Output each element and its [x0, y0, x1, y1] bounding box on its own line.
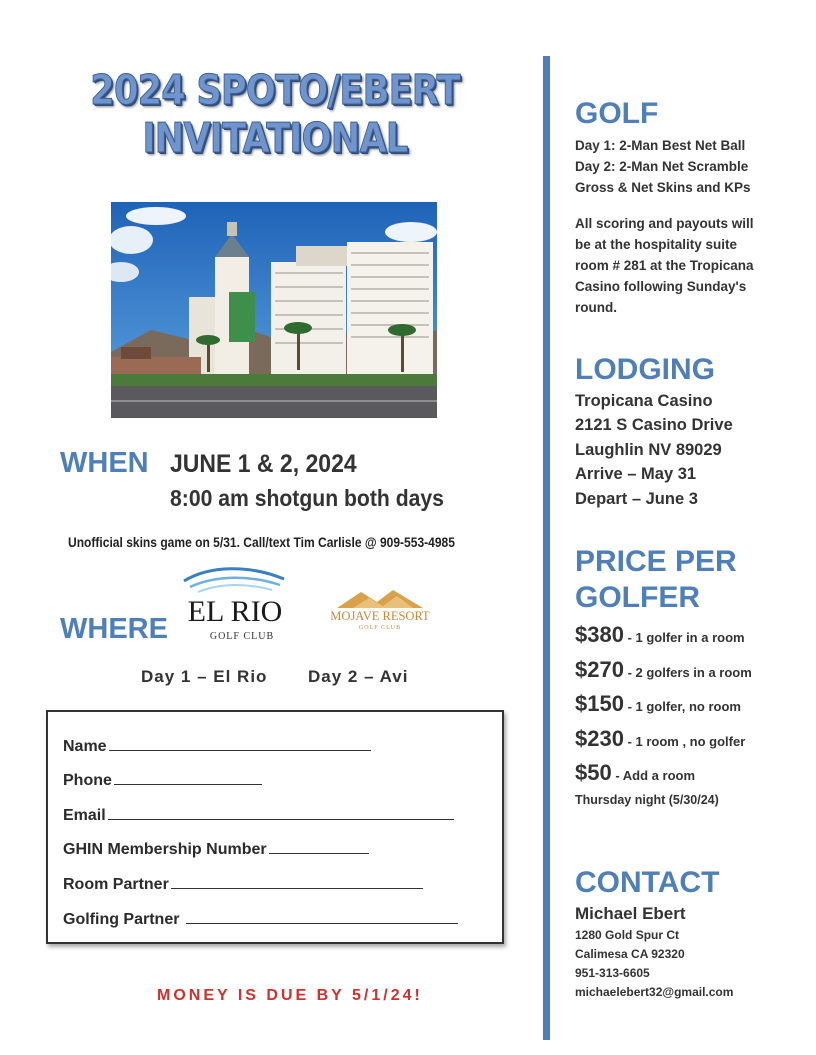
name-fill-line[interactable]: [109, 736, 371, 751]
contact-city: Calimesa CA 92320: [575, 947, 685, 961]
registration-form: [46, 710, 504, 944]
phone-fill-line[interactable]: [114, 770, 262, 785]
email-fill-line[interactable]: [108, 805, 454, 820]
mojave-resort-logo: [323, 584, 437, 636]
contact-phone: 951-313-6605: [575, 966, 650, 980]
form-row-room-partner[interactable]: [63, 874, 423, 894]
price-row-4: [575, 726, 745, 752]
form-label-ghin: GHIN Membership Number: [63, 841, 267, 858]
price-row-1: [575, 622, 745, 648]
form-label-phone: Phone: [63, 772, 112, 789]
price-note: Thursday night (5/30/24): [575, 793, 719, 807]
skins-game-note: Unofficial skins game on 5/31. Call/text Tim Carlisle @ 909-553-4985: [68, 534, 455, 550]
contact-heading: CONTACT: [575, 866, 720, 899]
where-label: WHERE: [60, 613, 168, 645]
golf-format-skins: Gross & Net Skins and KPs: [575, 180, 751, 195]
price-description: - 1 room , no golfer: [623, 734, 746, 749]
price-amount: $50: [575, 760, 612, 785]
form-row-phone[interactable]: [63, 770, 262, 790]
scoring-line-3: room # 281 at the Tropicana: [575, 258, 754, 273]
lodging-arrive: Arrive – May 31: [575, 465, 697, 483]
form-label-room-partner: Room Partner: [63, 876, 169, 893]
lodging-city: Laughlin NV 89029: [575, 441, 722, 459]
price-heading-line1: PRICE PER: [575, 545, 737, 578]
form-label-email: Email: [63, 807, 106, 824]
price-row-3: [575, 691, 741, 717]
price-description: - 2 golfers in a room: [623, 665, 752, 680]
lodging-heading: LODGING: [575, 353, 715, 386]
form-row-ghin[interactable]: [63, 839, 369, 859]
form-row-email[interactable]: [63, 805, 454, 825]
when-label: WHEN: [60, 447, 149, 479]
room-partner-fill-line[interactable]: [171, 874, 423, 889]
price-description: - 1 golfer, no room: [623, 699, 741, 714]
price-amount: $270: [575, 657, 624, 682]
svg-text:EL RIO: EL RIO: [187, 595, 283, 628]
flyer-title-line2: INVITATIONAL: [142, 114, 408, 162]
golfing-partner-fill-line[interactable]: [186, 909, 458, 924]
flyer-title-line1: 2024 SPOTO/EBERT: [90, 66, 460, 114]
form-label-golfing-partner: Golfing Partner: [63, 911, 184, 928]
svg-text:GOLF CLUB: GOLF CLUB: [358, 625, 402, 631]
price-description: - Add a room: [611, 768, 696, 783]
scoring-line-1: All scoring and payouts will: [575, 216, 754, 231]
contact-street: 1280 Gold Spur Ct: [575, 928, 680, 942]
price-amount: $230: [575, 726, 624, 751]
lodging-street: 2121 S Casino Drive: [575, 416, 733, 434]
price-amount: $150: [575, 691, 624, 716]
scoring-line-2: be at the hospitality suite: [575, 237, 738, 252]
lodging-hotel: Tropicana Casino: [575, 392, 713, 410]
golf-format-day1: Day 1: 2-Man Best Net Ball: [575, 138, 746, 153]
hotel-photo: [111, 202, 437, 418]
price-amount: $380: [575, 622, 624, 647]
ghin-fill-line[interactable]: [269, 839, 369, 854]
el-rio-logo: [180, 563, 290, 643]
day2-venue: Day 2 – Avi: [308, 667, 409, 686]
svg-text:MOJAVE RESORT: MOJAVE RESORT: [330, 609, 430, 623]
price-description: - 1 golfer in a room: [623, 630, 745, 645]
form-label-name: Name: [63, 738, 107, 755]
form-row-golfing-partner[interactable]: [63, 909, 458, 929]
column-divider: [543, 56, 550, 1040]
golf-heading: GOLF: [575, 97, 659, 130]
contact-email[interactable]: michaelebert32@gmail.com: [575, 985, 734, 999]
scoring-line-5: round.: [575, 300, 617, 315]
lodging-depart: Depart – June 3: [575, 490, 698, 508]
price-heading-line2: GOLFER: [575, 581, 700, 614]
day1-venue: Day 1 – El Rio: [141, 667, 268, 686]
svg-text:GOLF CLUB: GOLF CLUB: [209, 631, 275, 642]
price-row-2: [575, 657, 752, 683]
contact-name: Michael Ebert: [575, 904, 686, 923]
scoring-line-4: Casino following Sunday's: [575, 279, 747, 294]
event-date: JUNE 1 & 2, 2024: [170, 450, 357, 478]
money-due-notice: MONEY IS DUE BY 5/1/24!: [157, 987, 423, 1004]
golf-format-day2: Day 2: 2-Man Net Scramble: [575, 159, 749, 174]
event-time: 8:00 am shotgun both days: [170, 485, 444, 511]
form-row-name[interactable]: [63, 736, 371, 756]
price-row-5: [575, 760, 695, 786]
